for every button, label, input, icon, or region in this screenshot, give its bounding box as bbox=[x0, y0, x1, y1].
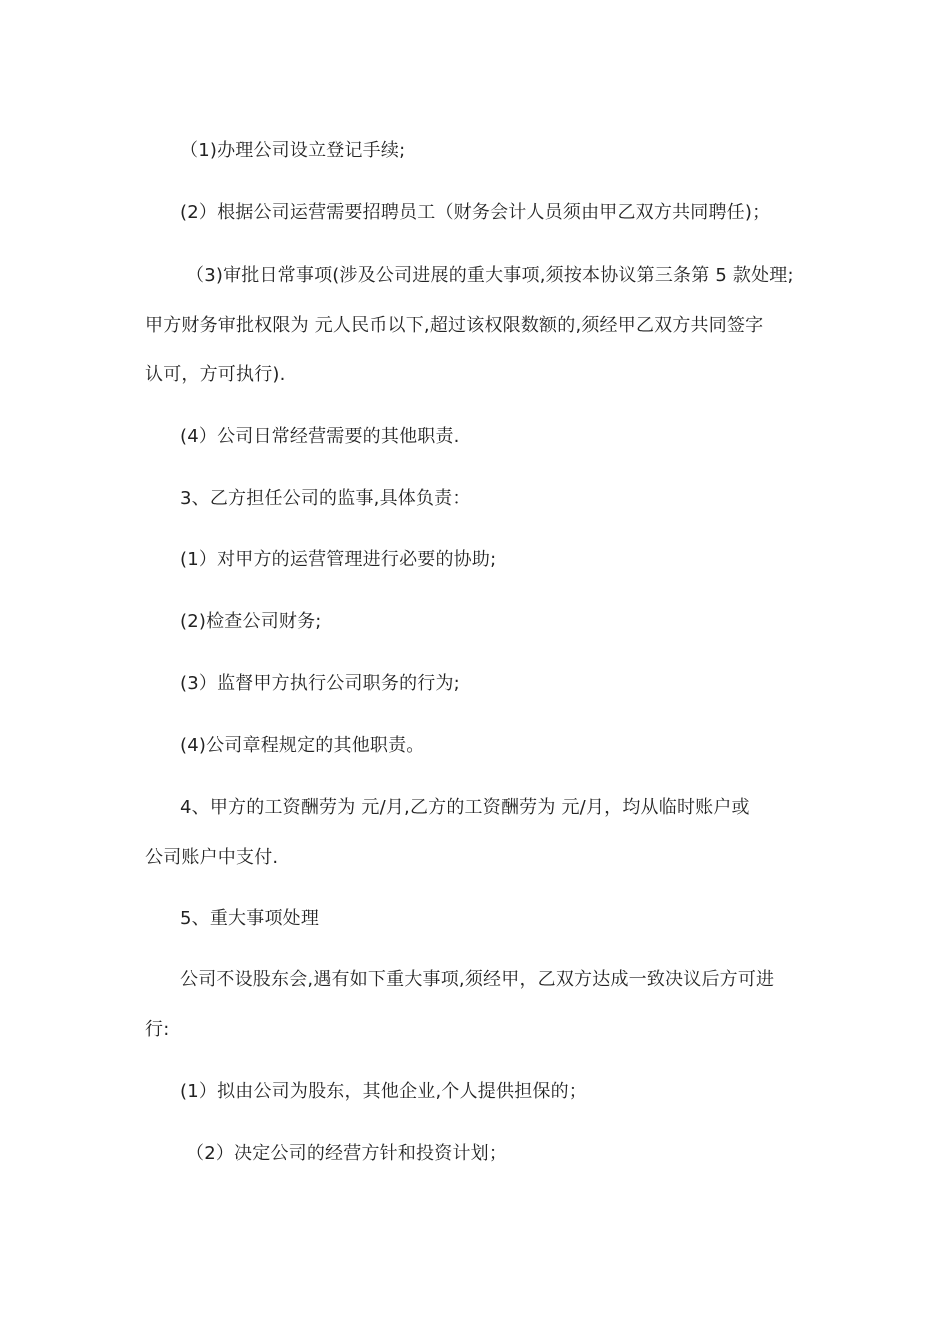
clause-3-approval-line-1: （3)审批日常事项(涉及公司进展的重大事项,须按本协议第三条第 5 款处理; bbox=[186, 265, 794, 286]
section-5-intro-line-2: 行: bbox=[145, 1019, 170, 1040]
supervisor-item-4: (4)公司章程规定的其他职责。 bbox=[180, 735, 425, 756]
supervisor-item-3: (3）监督甲方执行公司职务的行为; bbox=[180, 673, 460, 694]
supervisor-item-1: (1）对甲方的运营管理进行必要的协助; bbox=[180, 549, 497, 570]
clause-3-approval-line-3: 认可，方可执行). bbox=[145, 364, 286, 385]
clause-2-hiring: (2）根据公司运营需要招聘员工（财务会计人员须由甲乙双方共同聘任)； bbox=[180, 202, 771, 223]
section-3-supervisor: 3、乙方担任公司的监事,具体负责： bbox=[180, 488, 471, 509]
major-item-2: （2）决定公司的经营方针和投资计划； bbox=[186, 1143, 508, 1164]
major-item-1: (1）拟由公司为股东，其他企业,个人提供担保的； bbox=[180, 1081, 587, 1102]
supervisor-item-2: (2)检查公司财务; bbox=[180, 611, 322, 632]
clause-4-other-duties: (4）公司日常经营需要的其他职责. bbox=[180, 426, 460, 447]
section-5-intro-line-1: 公司不设股东会,遇有如下重大事项,须经甲，乙双方达成一致决议后方可进 bbox=[180, 969, 775, 990]
section-5-heading: 5、重大事项处理 bbox=[180, 908, 320, 929]
clause-1-registration: （1)办理公司设立登记手续; bbox=[180, 140, 406, 161]
clause-3-approval-line-2: 甲方财务审批权限为 元人民币以下,超过该权限数额的,须经甲乙双方共同签字 bbox=[145, 315, 764, 336]
section-4-salary-line-2: 公司账户中支付. bbox=[145, 847, 279, 868]
section-4-salary-line-1: 4、甲方的工资酬劳为 元/月,乙方的工资酬劳为 元/月，均从临时账户或 bbox=[180, 797, 750, 818]
